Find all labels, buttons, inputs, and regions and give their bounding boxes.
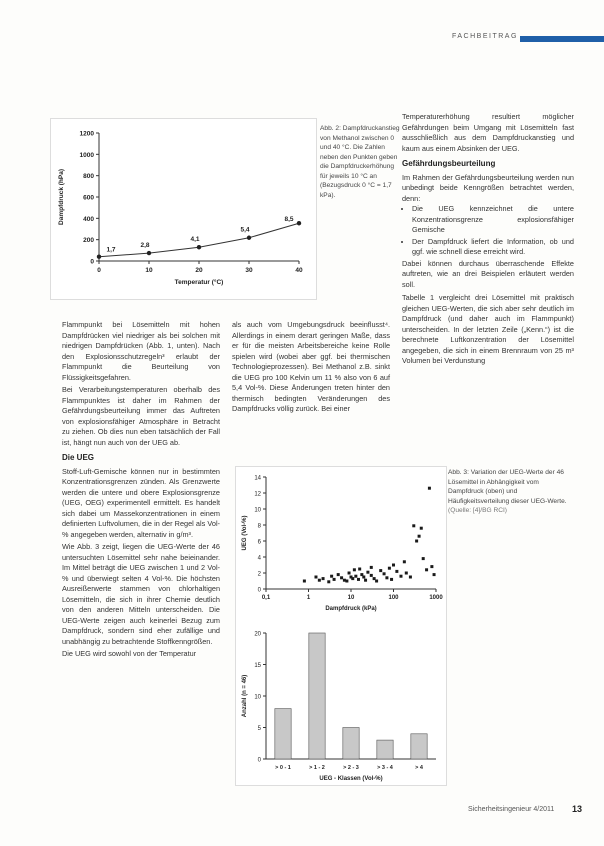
x-tick-label: 0 [97, 267, 101, 274]
data-label: 2,8 [140, 242, 150, 250]
scatter-y-tick-label: 10 [254, 507, 261, 514]
histogram-bar [275, 709, 291, 759]
histogram-category-label: > 1 - 2 [309, 765, 325, 771]
y-tick-label: 400 [83, 215, 94, 223]
scatter-x-tick-label: 100 [388, 595, 399, 601]
figure-2-chart [51, 119, 316, 299]
scatter-point [357, 578, 360, 581]
scatter-y-tick-label: 14 [254, 475, 261, 482]
scatter-y-tick-label: 0 [257, 587, 261, 594]
scatter-point [351, 577, 354, 580]
histogram-bar [411, 734, 427, 759]
scatter-point [318, 579, 321, 582]
histogram-category-label: > 2 - 3 [343, 765, 359, 771]
histogram-bar [377, 740, 393, 759]
scatter-point [362, 576, 365, 579]
scatter-y-tick-label: 6 [257, 539, 261, 546]
y-tick-label: 1000 [79, 151, 94, 159]
scatter-point [418, 535, 421, 538]
scatter-x-tick-label: 1 [306, 595, 311, 601]
scatter-point [433, 573, 436, 576]
figure-3-charts [236, 467, 446, 785]
figure-3-caption [448, 468, 574, 516]
scatter-x-tick-label: 10 [347, 595, 355, 601]
histogram-y-tick-label: 0 [257, 757, 261, 764]
scatter-point [340, 576, 343, 579]
footer-journal: Sicherheitsingenieur 4/2011 [468, 806, 555, 813]
scatter-point [428, 487, 431, 490]
scatter-point [415, 540, 418, 543]
list-item: • Der Dampfdruck liefert die Information, ob und ggf. wie schnell diese erreicht wird. [412, 237, 574, 258]
scatter-point [364, 579, 367, 582]
header-accent-bar [520, 36, 604, 42]
paragraph: Wie Abb. 3 zeigt, liegen die UEG-Werte der 46 untersuchten Lösemittel sehr nahe beieinander. Im Mittel beträgt die UEG zwischen 1 und 2 Vol-% und überwiegt selten 4 Vol-%. Die höchsten Ausreißerwerte stammen von chlorhaltigen Lösemitteln, die sich in ihrer Chemie deutlich von den anderen Mitteln unterscheiden. Die UEG-Werte zeigen auch keinerlei Bezug zum Dampfdruck, sondern sind eher zufällige und unabhängig zu betrachtende Stoffkenngrößen. [62, 542, 220, 646]
scatter-point [333, 578, 336, 581]
paragraph: Bei Verarbeitungstemperaturen oberhalb des Flammpunktes ist daher im Rahmen der Gefährdungsbeurteilung immer das Auftreten von explosionsfähiger Atmosphäre in Betracht zu ziehen. Ob dies nun eben tatsächlich der Fall ist, hängt nun auch von der UEG ab. [62, 385, 220, 447]
data-point [247, 236, 251, 240]
scatter-point [409, 576, 412, 579]
scatter-point [403, 560, 406, 563]
data-point [147, 251, 151, 255]
bullet-list [402, 204, 574, 258]
scatter-point [388, 567, 391, 570]
header-label: FACHBEITRAG [452, 33, 518, 40]
histogram-y-tick-label: 20 [254, 631, 261, 638]
scatter-point [314, 576, 317, 579]
scatter-point [327, 580, 330, 583]
data-point [97, 255, 101, 259]
scatter-point [390, 578, 393, 581]
figure-3-caption-text: Abb. 3: Variation der UEG-Werte der 46 Lösemittel in Abhängigkeit vom Dampfdruck (oben) und Häufigkeitsverteilung dieser UEG-Werte. [448, 469, 567, 505]
scatter-point [337, 573, 340, 576]
y-tick-label: 1200 [79, 130, 94, 138]
x-tick-label: 20 [195, 267, 203, 274]
scatter-point [366, 571, 369, 574]
histogram-category-label: > 0 - 1 [275, 765, 291, 771]
scatter-point [385, 576, 388, 579]
paragraph: Die UEG wird sowohl von der Temperatur [62, 649, 197, 658]
list-item: • Die UEG kennzeichnet die untere Konzentrationsgrenze explosionsfähiger Gemische [412, 204, 574, 236]
scatter-point [399, 575, 402, 578]
scatter-point [322, 577, 325, 580]
column-middle-bottom [232, 320, 390, 415]
x-tick-label: 10 [145, 267, 153, 274]
scatter-point [348, 572, 351, 575]
y-tick-label: 600 [83, 194, 94, 202]
histogram-category-label: > 4 [415, 765, 423, 771]
histogram-y-tick-label: 5 [257, 726, 261, 732]
figure-3-source: (Quelle: [4]/BG RCI) [448, 507, 507, 514]
scatter-y-tick-label: 8 [257, 523, 261, 530]
histogram-y-tick-label: 10 [254, 694, 261, 701]
scatter-point [405, 572, 408, 575]
paragraph: Dabei können durchaus überraschende Effekte auftreten, wie an drei Beispielen erläutert werden soll. [402, 258, 574, 289]
scatter-point [370, 574, 373, 577]
column-right-top [402, 112, 574, 367]
x-tick-label: 30 [245, 267, 253, 274]
y-tick-label: 800 [83, 173, 94, 181]
scatter-y-tick-label: 2 [257, 571, 261, 578]
y-tick-label: 0 [90, 258, 94, 266]
paragraph: Flammpunkt bei Lösemitteln mit hohen Dampfdrücken viel niedriger als bei solchen mit niedrigen Dampfdrücken (Abb. 1, unten). Nach den Explosionsschutzregeln³ erlaubt der Flammpunkt die Beurteilung von Flüssigkeitsgefahren. [62, 320, 220, 382]
scatter-point [395, 570, 398, 573]
figure-3 [235, 466, 447, 786]
scatter-point [412, 524, 415, 527]
data-label: 5,4 [240, 226, 250, 234]
figure-2-caption: Abb. 2: Dampfdruckanstieg von Methanol zwischen 0 und 40 °C. Die Zahlen neben den Punkten geben die Dampfdruckerhöhung für jeweils 10 °C an (Bezugsdruck 0 °C = 1,7 kPa). [320, 125, 400, 199]
y-axis-label: Dampfdruck (hPa) [58, 169, 65, 225]
page-number: 13 [572, 804, 583, 814]
histogram-bar [343, 728, 359, 760]
figure-2 [50, 118, 317, 300]
scatter-point [383, 572, 386, 575]
histogram-y-axis-label: Anzahl (n = 46) [242, 674, 248, 718]
data-label: 4,1 [190, 236, 200, 244]
scatter-y-axis-label: UEG (Vol-%) [242, 515, 248, 551]
histogram-bar [309, 633, 325, 759]
data-point [197, 245, 201, 249]
scatter-point [330, 575, 333, 578]
histogram-category-label: > 3 - 4 [377, 765, 393, 771]
paragraph: Tabelle 1 vergleicht drei Lösemittel mit praktisch gleichen UEG-Werten, die sich aber sehr deutlich im Dampfdruck (und daher auch im Flammpunkt) unterscheiden. In der letzten Zeile („Kenn.“) ist die berechnete Luftkonzentration der Lösemittel angegeben, die sich in einem Brennraum von 25 m³ Volumen bei Verdunstung [402, 293, 574, 365]
data-label: 1,7 [106, 246, 116, 254]
data-point [297, 221, 301, 225]
paragraph: Temperaturerhöhung resultiert möglicher Gefährdungen beim Umgang mit Lösemitteln fast ausschließlich aus dem Dampfdruckanstieg und kaum aus einem Absinken der UEG. [402, 112, 574, 153]
histogram-y-tick-label: 15 [254, 663, 261, 669]
scatter-point [430, 565, 433, 568]
x-axis-label: Temperatur (°C) [174, 279, 224, 286]
column-left-bottom [62, 320, 220, 660]
scatter-point [422, 557, 425, 560]
scatter-x-tick-label: 1000 [429, 595, 443, 601]
scatter-point [303, 580, 306, 583]
scatter-point [375, 580, 378, 583]
scatter-x-tick-label: 0,1 [261, 595, 271, 601]
section-heading: Die UEG [62, 453, 95, 462]
scatter-point [345, 580, 348, 583]
scatter-point [425, 568, 428, 571]
paragraph: als auch vom Umgebungsdruck beeinflusst⁴. Allerdings in einem derart geringen Maße, dass er für die meisten Arbeitsbereiche keine Rolle spielen wird (wobei aber ggf. bei thermischen Technologieprozessen). Bei Methanol z.B. sinkt die UEG pro 100 Kelvin um 11 % also von 6 auf 5,4 Vol-%. Diese Änderungen treten hinter den thermisch bedingten Veränderungen des Dampfdrucks völlig zurück. Bei einer [232, 320, 390, 413]
scatter-y-tick-label: 12 [254, 491, 261, 498]
data-label: 8,5 [284, 216, 294, 224]
x-tick-label: 40 [295, 267, 303, 274]
scatter-point [420, 527, 423, 530]
histogram-x-axis-label: UEG - Klassen (Vol-%) [319, 776, 383, 782]
scatter-point [353, 568, 356, 571]
section-heading: Gefährdungsbeurteilung [402, 159, 496, 168]
scatter-x-axis-label: Dampfdruck (kPa) [325, 606, 377, 612]
paragraph: Stoff-Luft-Gemische können nur in bestimmten Konzentrationsgrenzen zünden. Als Grenzwerte werden die untere und obere Explosionsgrenze (UEG, OEG) experimentell ermittelt. Es handelt sich dabei um Massekonzentrationen in einem definierten Luftvolumen, die in der Regel als Vol-% angegeben werden, alternativ in g/m³. [62, 466, 220, 539]
paragraph: Im Rahmen der Gefährdungsbeurteilung werden nun unbedingt beide Kenngrößen betrachtet werden, denn: [402, 172, 574, 203]
scatter-point [392, 564, 395, 567]
scatter-y-tick-label: 4 [257, 555, 261, 562]
scatter-point [379, 569, 382, 572]
scatter-point [358, 568, 361, 571]
scatter-point [354, 575, 357, 578]
scatter-point [370, 566, 373, 569]
y-tick-label: 200 [83, 237, 94, 245]
